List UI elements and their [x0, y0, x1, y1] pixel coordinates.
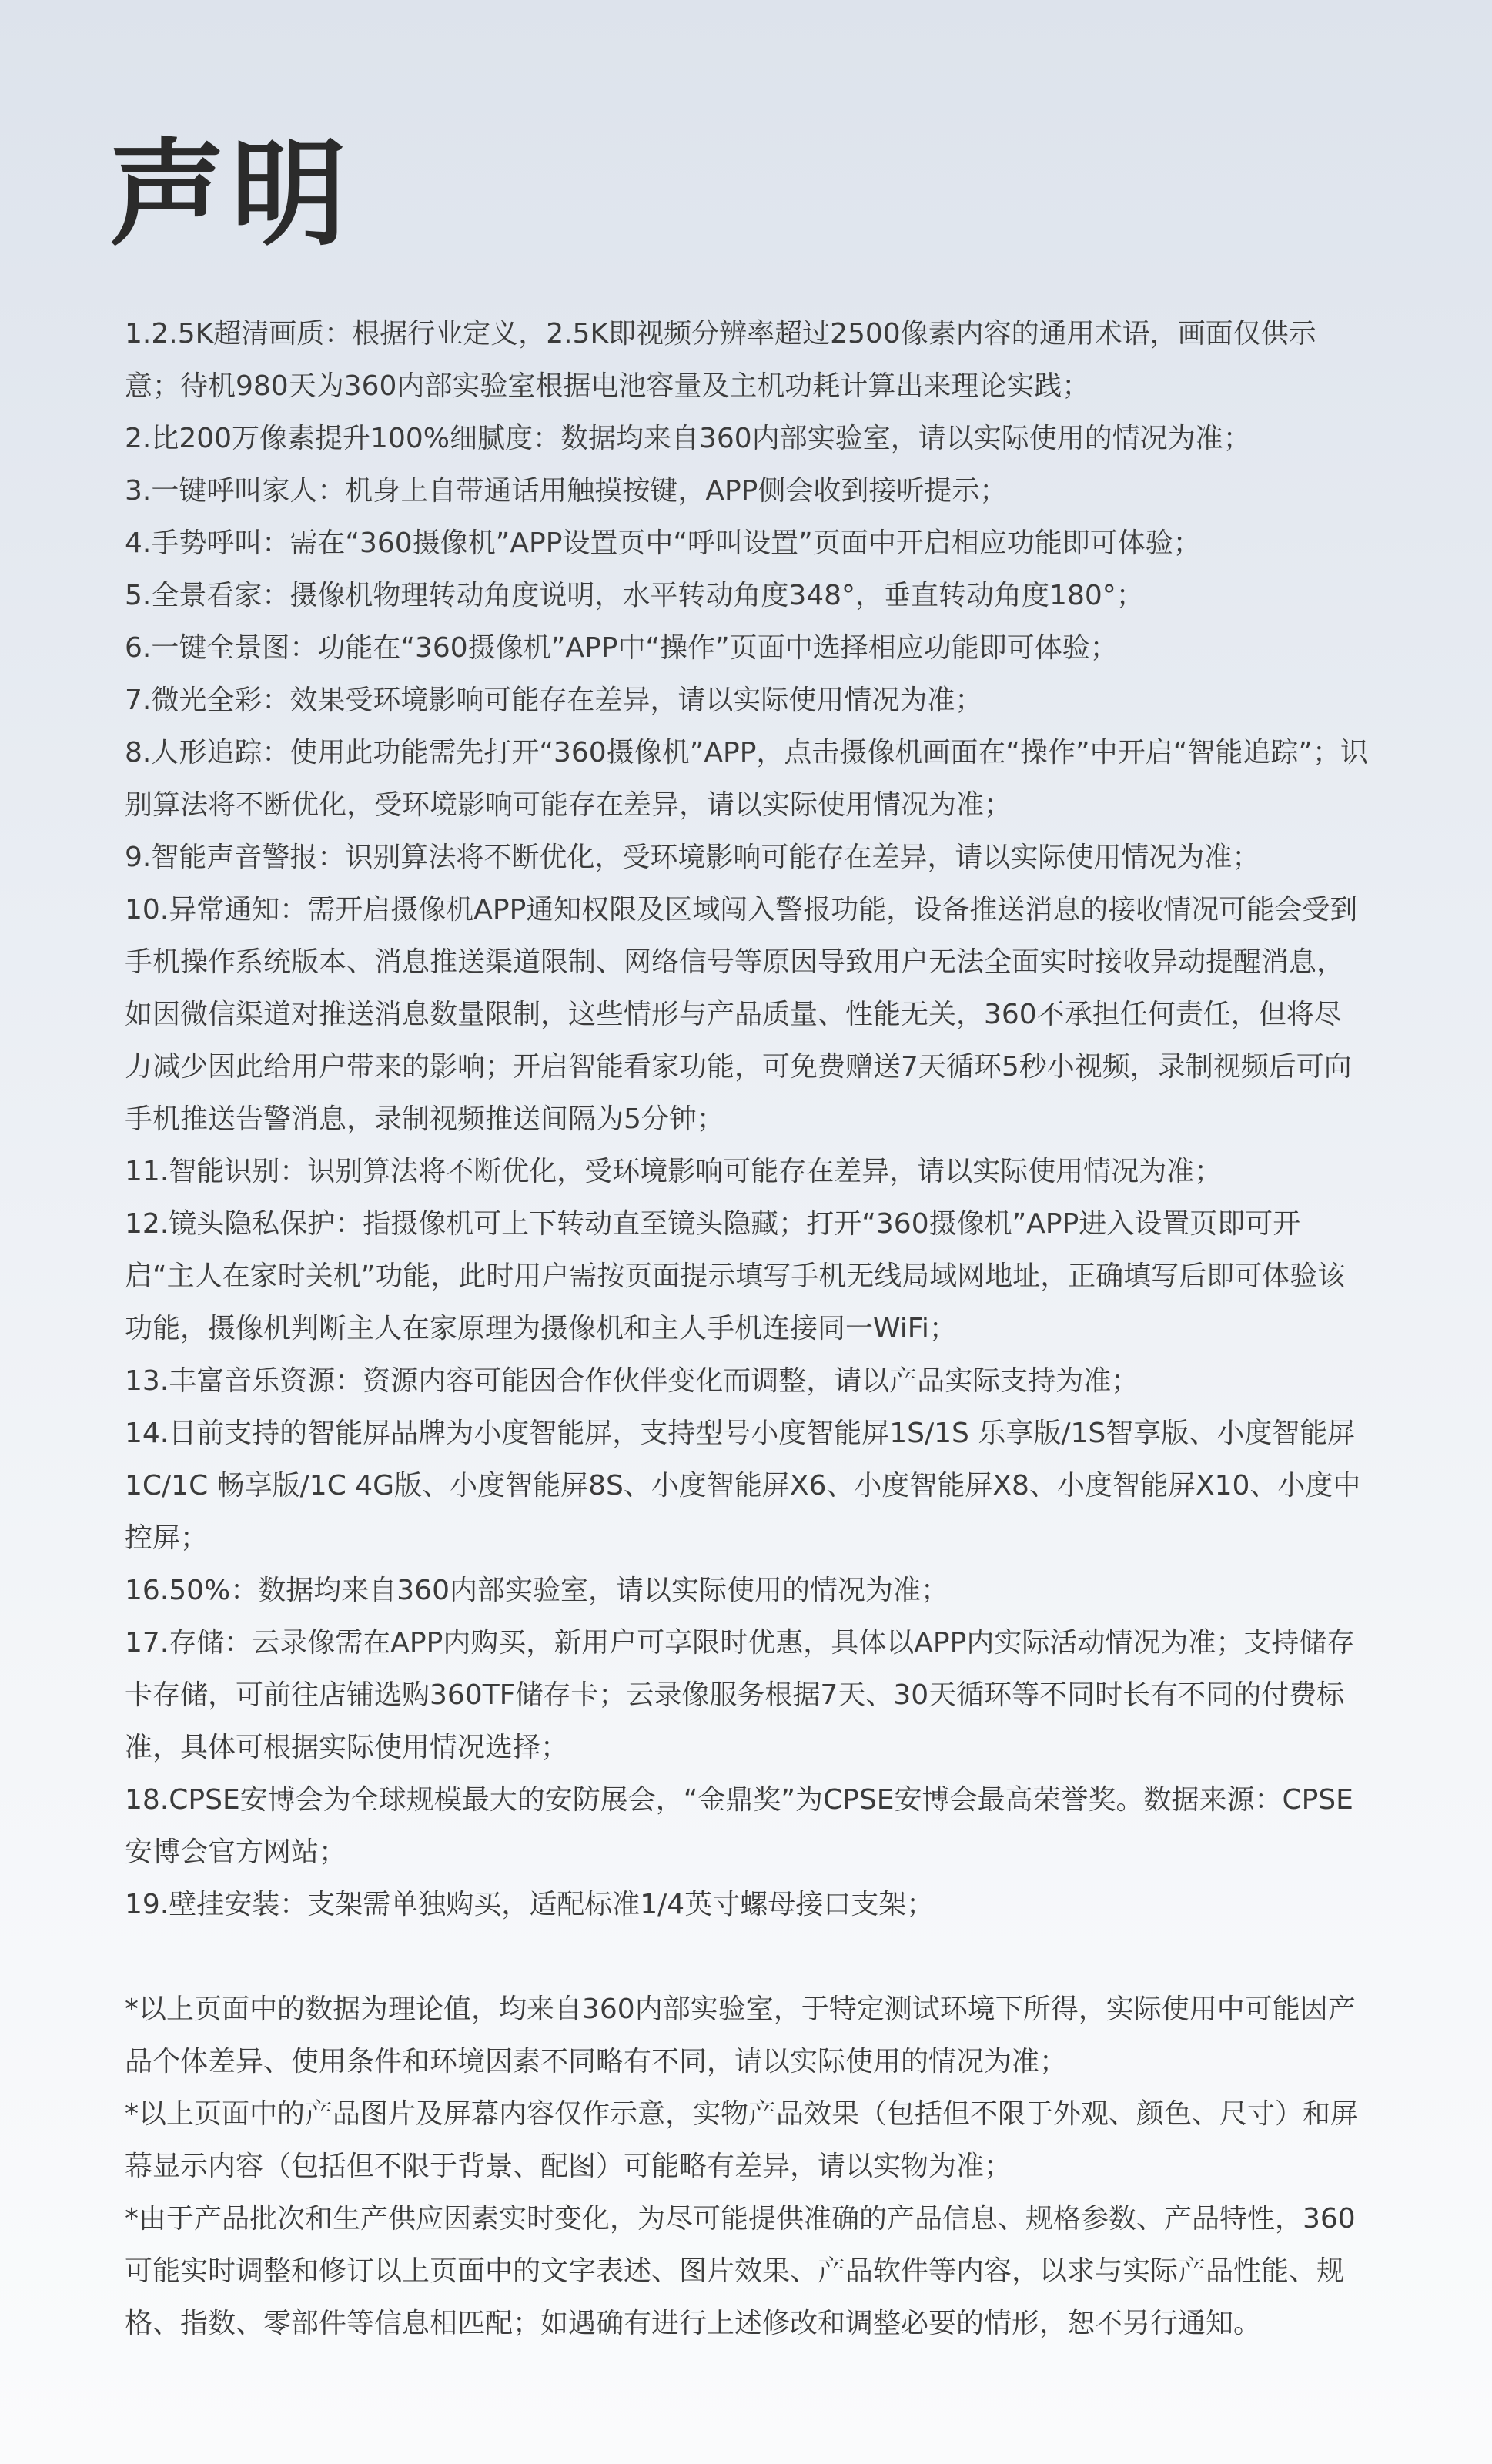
list-item: 2.比200万像素提升100%细腻度：数据均来自360内部实验室，请以实际使用的情况为准； [125, 423, 1251, 454]
footnote-item: *以上页面中的数据为理论值，均来自360内部实验室，于特定测试环境下所得，实际使用中可能因产品个体差异、使用条件和环境因素不同略有不同，请以实际使用的情况为准； [125, 1994, 1356, 2077]
list-item: 5.全景看家：摄像机物理转动角度说明，水平转动角度348°，垂直转动角度180°； [125, 580, 1144, 611]
list-item: 1.2.5K超清画质：根据行业定义，2.5K即视频分辨率超过2500像素内容的通用术语，画面仅供示意；待机980天为360内部实验室根据电池容量及主机功耗计算出来理论实践； [125, 318, 1316, 402]
list-item: 14.目前支持的智能屏品牌为小度智能屏，支持型号小度智能屏1S/1S 乐享版/1S智享版、小度智能屏1C/1C 畅享版/1C 4G版、小度智能屏8S、小度智能屏X6、小度智能屏X8、小度智能屏X10、小度中控屏； [125, 1418, 1361, 1554]
footnote-item: *以上页面中的产品图片及屏幕内容仅作示意，实物产品效果（包括但不限于外观、颜色、尺寸）和屏幕显示内容（包括但不限于背景、配图）可能略有差异，请以实物为准； [125, 2098, 1359, 2182]
list-item: 11.智能识别：识别算法将不断优化，受环境影响可能存在差异，请以实际使用情况为准； [125, 1156, 1223, 1187]
list-item: 8.人形追踪：使用此功能需先打开“360摄像机”APP，点击摄像机画面在“操作”中开启“智能追踪”；识别算法将不断优化，受环境影响可能存在差异，请以实际使用情况为准； [125, 737, 1369, 821]
list-item: 6.一键全景图：功能在“360摄像机”APP中“操作”页面中选择相应功能即可体验； [125, 632, 1118, 664]
list-item: 13.丰富音乐资源：资源内容可能因合作伙伴变化而调整，请以产品实际支持为准； [125, 1365, 1139, 1397]
footnote-item: *由于产品批次和生产供应因素实时变化，为尽可能提供准确的产品信息、规格参数、产品特性，360可能实时调整和修订以上页面中的文字表述、图片效果、产品软件等内容，以求与实际产品性能、规格、指数、零部件等信息相匹配；如遇确有进行上述修改和调整必要的情形，恕不另行通知。 [125, 2203, 1356, 2339]
list-item: 7.微光全彩：效果受环境影响可能存在差异，请以实际使用情况为准； [125, 685, 983, 716]
list-item: 16.50%：数据均来自360内部实验室，请以实际使用的情况为准； [125, 1575, 948, 1606]
list-item: 17.存储：云录像需在APP内购买，新用户可享限时优惠，具体以APP内实际活动情况为准；支持储存卡存储，可前往店铺选购360TF储存卡；云录像服务根据7天、30天循环等不同时长有不同的付费标准，具体可根据实际使用情况选择； [125, 1627, 1355, 1763]
statement-list [125, 308, 1369, 1931]
list-item: 4.手势呼叫：需在“360摄像机”APP设置页中“呼叫设置”页面中开启相应功能即可体验； [125, 527, 1201, 559]
list-item: 9.智能声音警报：识别算法将不断优化，受环境影响可能存在差异，请以实际使用情况为准； [125, 842, 1260, 873]
list-item: 18.CPSE安博会为全球规模最大的安防展会，“金鼎奖”为CPSE安博会最高荣誉奖。数据来源：CPSE安博会官方网站； [125, 1784, 1353, 1868]
list-item: 3.一键呼叫家人：机身上自带通话用触摸按键，APP侧会收到接听提示； [125, 475, 1008, 507]
list-item: 10.异常通知：需开启摄像机APP通知权限及区域闯入警报功能，设备推送消息的接收情况可能会受到手机操作系统版本、消息推送渠道限制、网络信号等原因导致用户无法全面实时接收异动提醒消息，如因微信渠道对推送消息数量限制，这些情形与产品质量、性能无关，360不承担任何责任，但将尽力减少因此给用户带来的影响；开启智能看家功能，可免费赠送7天循环5秒小视频，录制视频后可向手机推送告警消息，录制视频推送间隔为5分钟； [125, 894, 1358, 1135]
list-item: 19.壁挂安装：支架需单独购买，适配标准1/4英寸螺母接口支架； [125, 1889, 935, 1920]
footnotes [125, 1984, 1369, 2350]
list-item: 12.镜头隐私保护：指摄像机可上下转动直至镜头隐藏；打开“360摄像机”APP进入设置页即可开启“主人在家时关机”功能，此时用户需按页面提示填写手机无线局域网地址，正确填写后即可体验该功能，摄像机判断主人在家原理为摄像机和主人手机连接同一WiFi； [125, 1208, 1346, 1344]
statement-content [125, 308, 1369, 2350]
page-title: 声明 [109, 128, 353, 262]
